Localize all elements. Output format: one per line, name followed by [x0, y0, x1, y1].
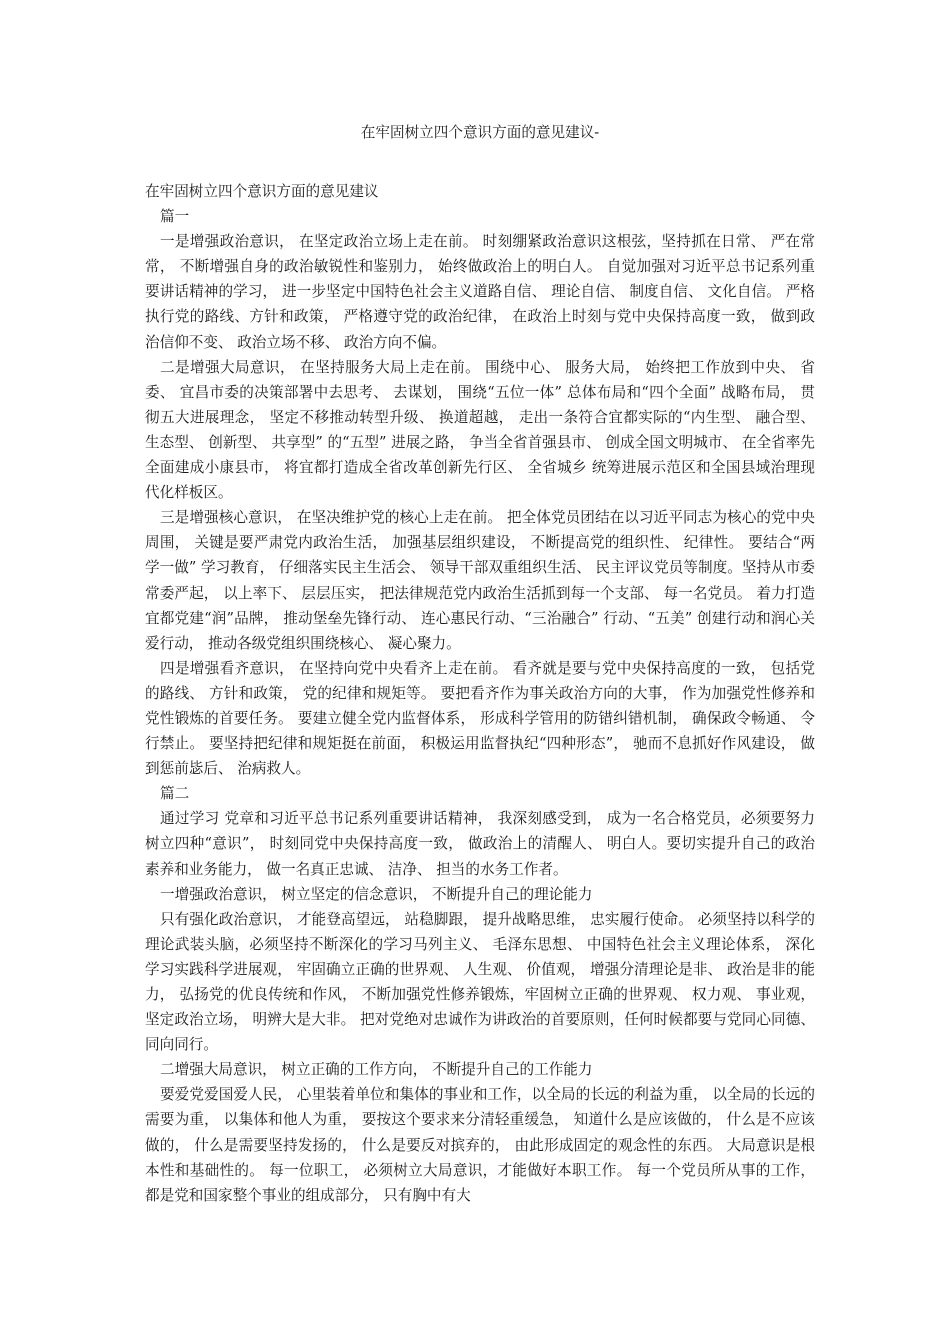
section-label: 篇二	[160, 785, 190, 803]
document-subtitle: 在牢固树立四个意识方面的意见建议	[145, 183, 379, 200]
paragraph-heading: 一增强政治意识， 树立坚定的信念意识， 不断提升自己的理论能力	[160, 885, 593, 903]
paragraph: 只有强化政治意识， 才能登高望远， 站稳脚跟， 提升战略思维， 忠实履行使命。 必须坚持以科学的理论武装头脑，必须坚持不断深化的学习马列主义、 毛泽东思想、 中国特色社会主义理论体系， 深化学习实践科学进展观， 牢固确立正确的世界观、 人生观、 价值观， 增强分清理论是非、 政治是非的能力， 弘扬党的优良传统和作风， 不断加强党性修养锻炼，牢固树立正确的世界观、 权力观、 事业观， 坚定政治立场， 明辨大是大非。 把对党绝对忠诚作为讲政治的首要原则，任何时候都要与党同心同德、 同向同行。	[145, 910, 815, 1054]
section-label: 篇一	[160, 208, 190, 226]
document-page	[145, 120, 815, 1208]
paragraph: 通过学习 党章和习近平总书记系列重要讲话精神， 我深刻感受到， 成为一名合格党员，必须要努力树立四种“意识”， 时刻同党中央保持高度一致， 做政治上的清醒人、 明白人。要切实提升自己的政治素养和业务能力， 做一名真正忠诚、 洁净、 担当的水务工作者。	[145, 810, 815, 878]
document-title: 在牢固树立四个意识方面的意见建议-	[360, 124, 600, 141]
section-1	[145, 204, 815, 781]
section-2	[145, 781, 815, 1208]
paragraph: 一是增强政治意识， 在坚定政治立场上走在前。 时刻绷紧政治意识这根弦，坚持抓在日常、 严在常常， 不断增强自身的政治敏锐性和鉴别力， 始终做政治上的明白人。 自觉加强对习近平总书记系列重要讲话精神的学习， 进一步坚定中国特色社会主义道路自信、 理论自信、 制度自信、 文化自信。 严格执行党的路线、方针和政策， 严格遵守党的政治纪律， 在政治上时刻与党中央保持高度一致， 做到政治信仰不变、 政治立场不移、 政治方向不偏。	[145, 233, 815, 351]
paragraph: 二是增强大局意识， 在坚持服务大局上走在前。 围绕中心、 服务大局， 始终把工作放到中央、 省委、 宜昌市委的决策部署中去思考、 去谋划， 围绕“五位一体” 总体布局和“四个全面” 战略布局， 贯彻五大进展理念， 坚定不移推动转型升级、 换道超越， 走出一条符合宜都实际的“内生型、 融合型、 生态型、 创新型、 共享型” 的“五型” 进展之路， 争当全省首强县市、 创成全国文明城市、 在全省率先全面建成小康县市， 将宜都打造成全省改革创新先行区、 全省城乡 统筹进展示范区和全国县域治理现代化样板区。	[145, 358, 815, 502]
paragraph: 要爱党爱国爱人民， 心里装着单位和集体的事业和工作，以全局的长远的利益为重， 以全局的长远的需要为重， 以集体和他人为重， 要按这个要求来分清轻重缓急， 知道什么是应该做的， 什么是不应该做的， 什么是需要坚持发扬的， 什么是要反对摈弃的， 由此形成固定的观念性的东西。 大局意识是根本性和基础性的。 每一位职工， 必须树立大局意识，才能做好本职工作。 每一个党员所从事的工作， 都是党和国家整个事业的组成部分， 只有胸中有大	[145, 1086, 815, 1204]
paragraph: 三是增强核心意识， 在坚决维护党的核心上走在前。 把全体党员团结在以习近平同志为核心的党中央周围， 关键是要严肃党内政治生活， 加强基层组织建设， 不断提高党的组织性、 纪律性。 要结合“两学一做” 学习教育， 仔细落实民主生活会、 领导干部双重组织生活、 民主评议党员等制度。坚持从市委常委严起， 以上率下、 层层压实， 把法律规范党内政治生活抓到每一个支部、 每一名党员。 着力打造宜都党建“润”品牌， 推动堡垒先锋行动、 连心惠民行动、“三治融合” 行动、“五美” 创建行动和润心关爱行动， 推动各级党组织围绕核心、 凝心聚力。	[145, 509, 815, 652]
paragraph-heading: 二增强大局意识， 树立正确的工作方向， 不断提升自己的工作能力	[160, 1061, 593, 1079]
paragraph: 四是增强看齐意识， 在坚持向党中央看齐上走在前。 看齐就是要与党中央保持高度的一致， 包括党的路线、 方针和政策， 党的纪律和规矩等。 要把看齐作为事关政治方向的大事， 作为加强党性修养和党性锻炼的首要任务。 要建立健全党内监督体系， 形成科学管用的防错纠错机制， 确保政令畅通、 令行禁止。 要坚持把纪律和规矩挺在前面， 积极运用监督执纪“四种形态”， 驰而不息抓好作风建设， 做到惩前毖后、 治病救人。	[145, 659, 815, 778]
